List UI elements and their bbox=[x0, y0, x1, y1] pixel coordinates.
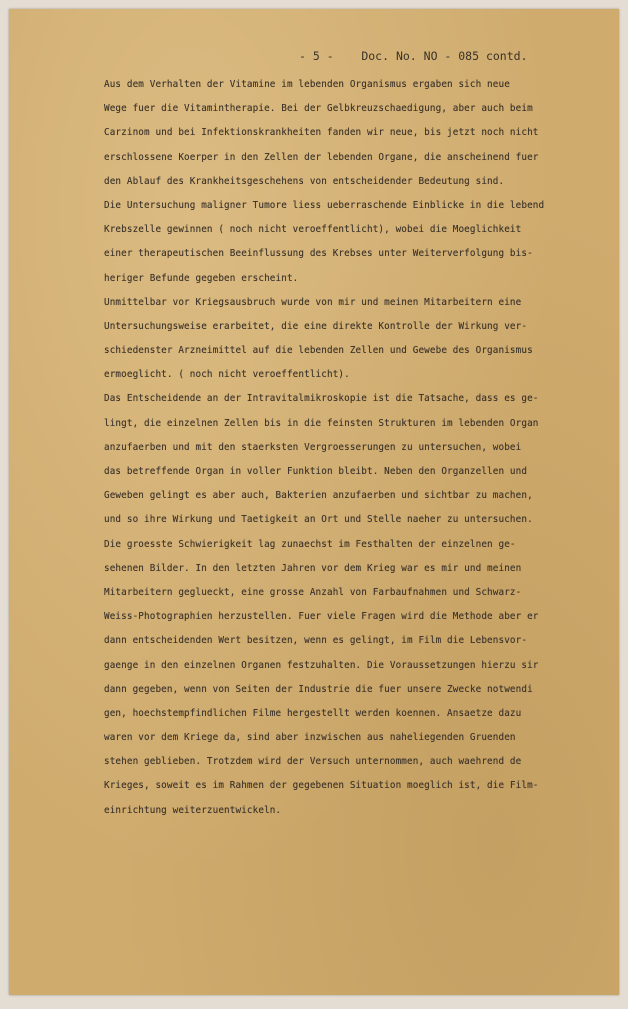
text-line: schiedenster Arzneimittel auf die lebenden Zellen und Gewebe des Organismus bbox=[104, 345, 533, 357]
text-line: Carzinom und bei Infektionskrankheiten fanden wir neue, bis jetzt noch nicht bbox=[104, 127, 539, 139]
text-line: Die Untersuchung maligner Tumore liess ueberraschende Einblicke in die lebend bbox=[104, 199, 545, 211]
document-page bbox=[9, 9, 619, 995]
text-line: Aus dem Verhalten der Vitamine im lebenden Organismus ergaben sich neue bbox=[104, 79, 510, 90]
text-line: dann gegeben, wenn von Seiten der Industrie die fuer unsere Zwecke notwendi bbox=[104, 683, 533, 695]
text-line: waren vor dem Kriege da, sind aber inzwischen aus naheliegenden Gruenden bbox=[104, 732, 516, 744]
text-line: Das Entscheidende an der Intravitalmikroskopie ist die Tatsache, dass es ge- bbox=[104, 393, 539, 405]
text-line: Krebszelle gewinnen ( noch nicht veroeffentlicht), wobei die Moeglichkeit bbox=[104, 224, 522, 236]
text-line: erschlossene Koerper in den Zellen der lebenden Organe, die anscheinend fuer bbox=[104, 151, 539, 163]
text-line: ermoeglicht. ( noch nicht veroeffentlicht). bbox=[104, 369, 350, 381]
text-line: Mitarbeitern geglueckt, eine grosse Anzahl von Farbaufnahmen und Schwarz- bbox=[104, 586, 522, 598]
text-line: Weiss-Photographien herzustellen. Fuer viele Fragen wird die Methode aber er bbox=[104, 611, 539, 623]
text-line: lingt, die einzelnen Zellen bis in die feinsten Strukturen im lebenden Organ bbox=[104, 417, 539, 429]
text-line: Unmittelbar vor Kriegsausbruch wurde von mir und meinen Mitarbeitern eine bbox=[104, 296, 522, 308]
page-header bbox=[299, 49, 528, 63]
text-line: Die groesste Schwierigkeit lag zunaechst im Festhalten der einzelnen ge- bbox=[104, 538, 516, 550]
typewritten-body bbox=[104, 73, 604, 823]
text-line: anzufaerben und mit den staerksten Vergroesserungen zu untersuchen, wobei bbox=[104, 441, 522, 453]
text-line: Wege fuer die Vitamintherapie. Bei der Gelbkreuzschaedigung, aber auch beim bbox=[104, 103, 533, 115]
text-line: sehenen Bilder. In den letzten Jahren vor dem Krieg war es mir und meinen bbox=[104, 562, 522, 574]
text-line: dann entscheidenden Wert besitzen, wenn es gelingt, im Film die Lebensvor- bbox=[104, 635, 528, 647]
text-line: gaenge in den einzelnen Organen festzuhalten. Die Voraussetzungen hierzu sir bbox=[104, 659, 539, 671]
text-line: das betreffende Organ in voller Funktion bleibt. Neben den Organzellen und bbox=[104, 466, 528, 477]
text-line: Untersuchungsweise erarbeitet, die eine direkte Kontrolle der Wirkung ver- bbox=[104, 320, 528, 332]
text-line: Geweben gelingt es aber auch, Bakterien anzufaerben und sichtbar zu machen, bbox=[104, 490, 533, 502]
text-line: und so ihre Wirkung und Taetigkeit an Ort und Stelle naeher zu untersuchen. bbox=[104, 514, 533, 526]
text-line: stehen geblieben. Trotzdem wird der Versuch unternommen, auch waehrend de bbox=[104, 756, 522, 768]
text-line: heriger Befunde gegeben erscheint. bbox=[104, 272, 299, 284]
text-line: Krieges, soweit es im Rahmen der gegebenen Situation moeglich ist, die Film- bbox=[104, 780, 539, 792]
text-line: einer therapeutischen Beeinflussung des Krebses unter Weiterverfolgung bis- bbox=[104, 248, 533, 260]
text-line: den Ablauf des Krankheitsgeschehens von entscheidender Bedeutung sind. bbox=[104, 175, 505, 187]
page-number: - 5 - bbox=[299, 49, 334, 63]
document-reference: Doc. No. NO - 085 contd. bbox=[361, 49, 528, 63]
text-line: einrichtung weiterzuentwickeln. bbox=[104, 804, 282, 816]
text-line: gen, hoechstempfindlichen Filme hergestellt werden koennen. Ansaetze dazu bbox=[104, 707, 522, 719]
